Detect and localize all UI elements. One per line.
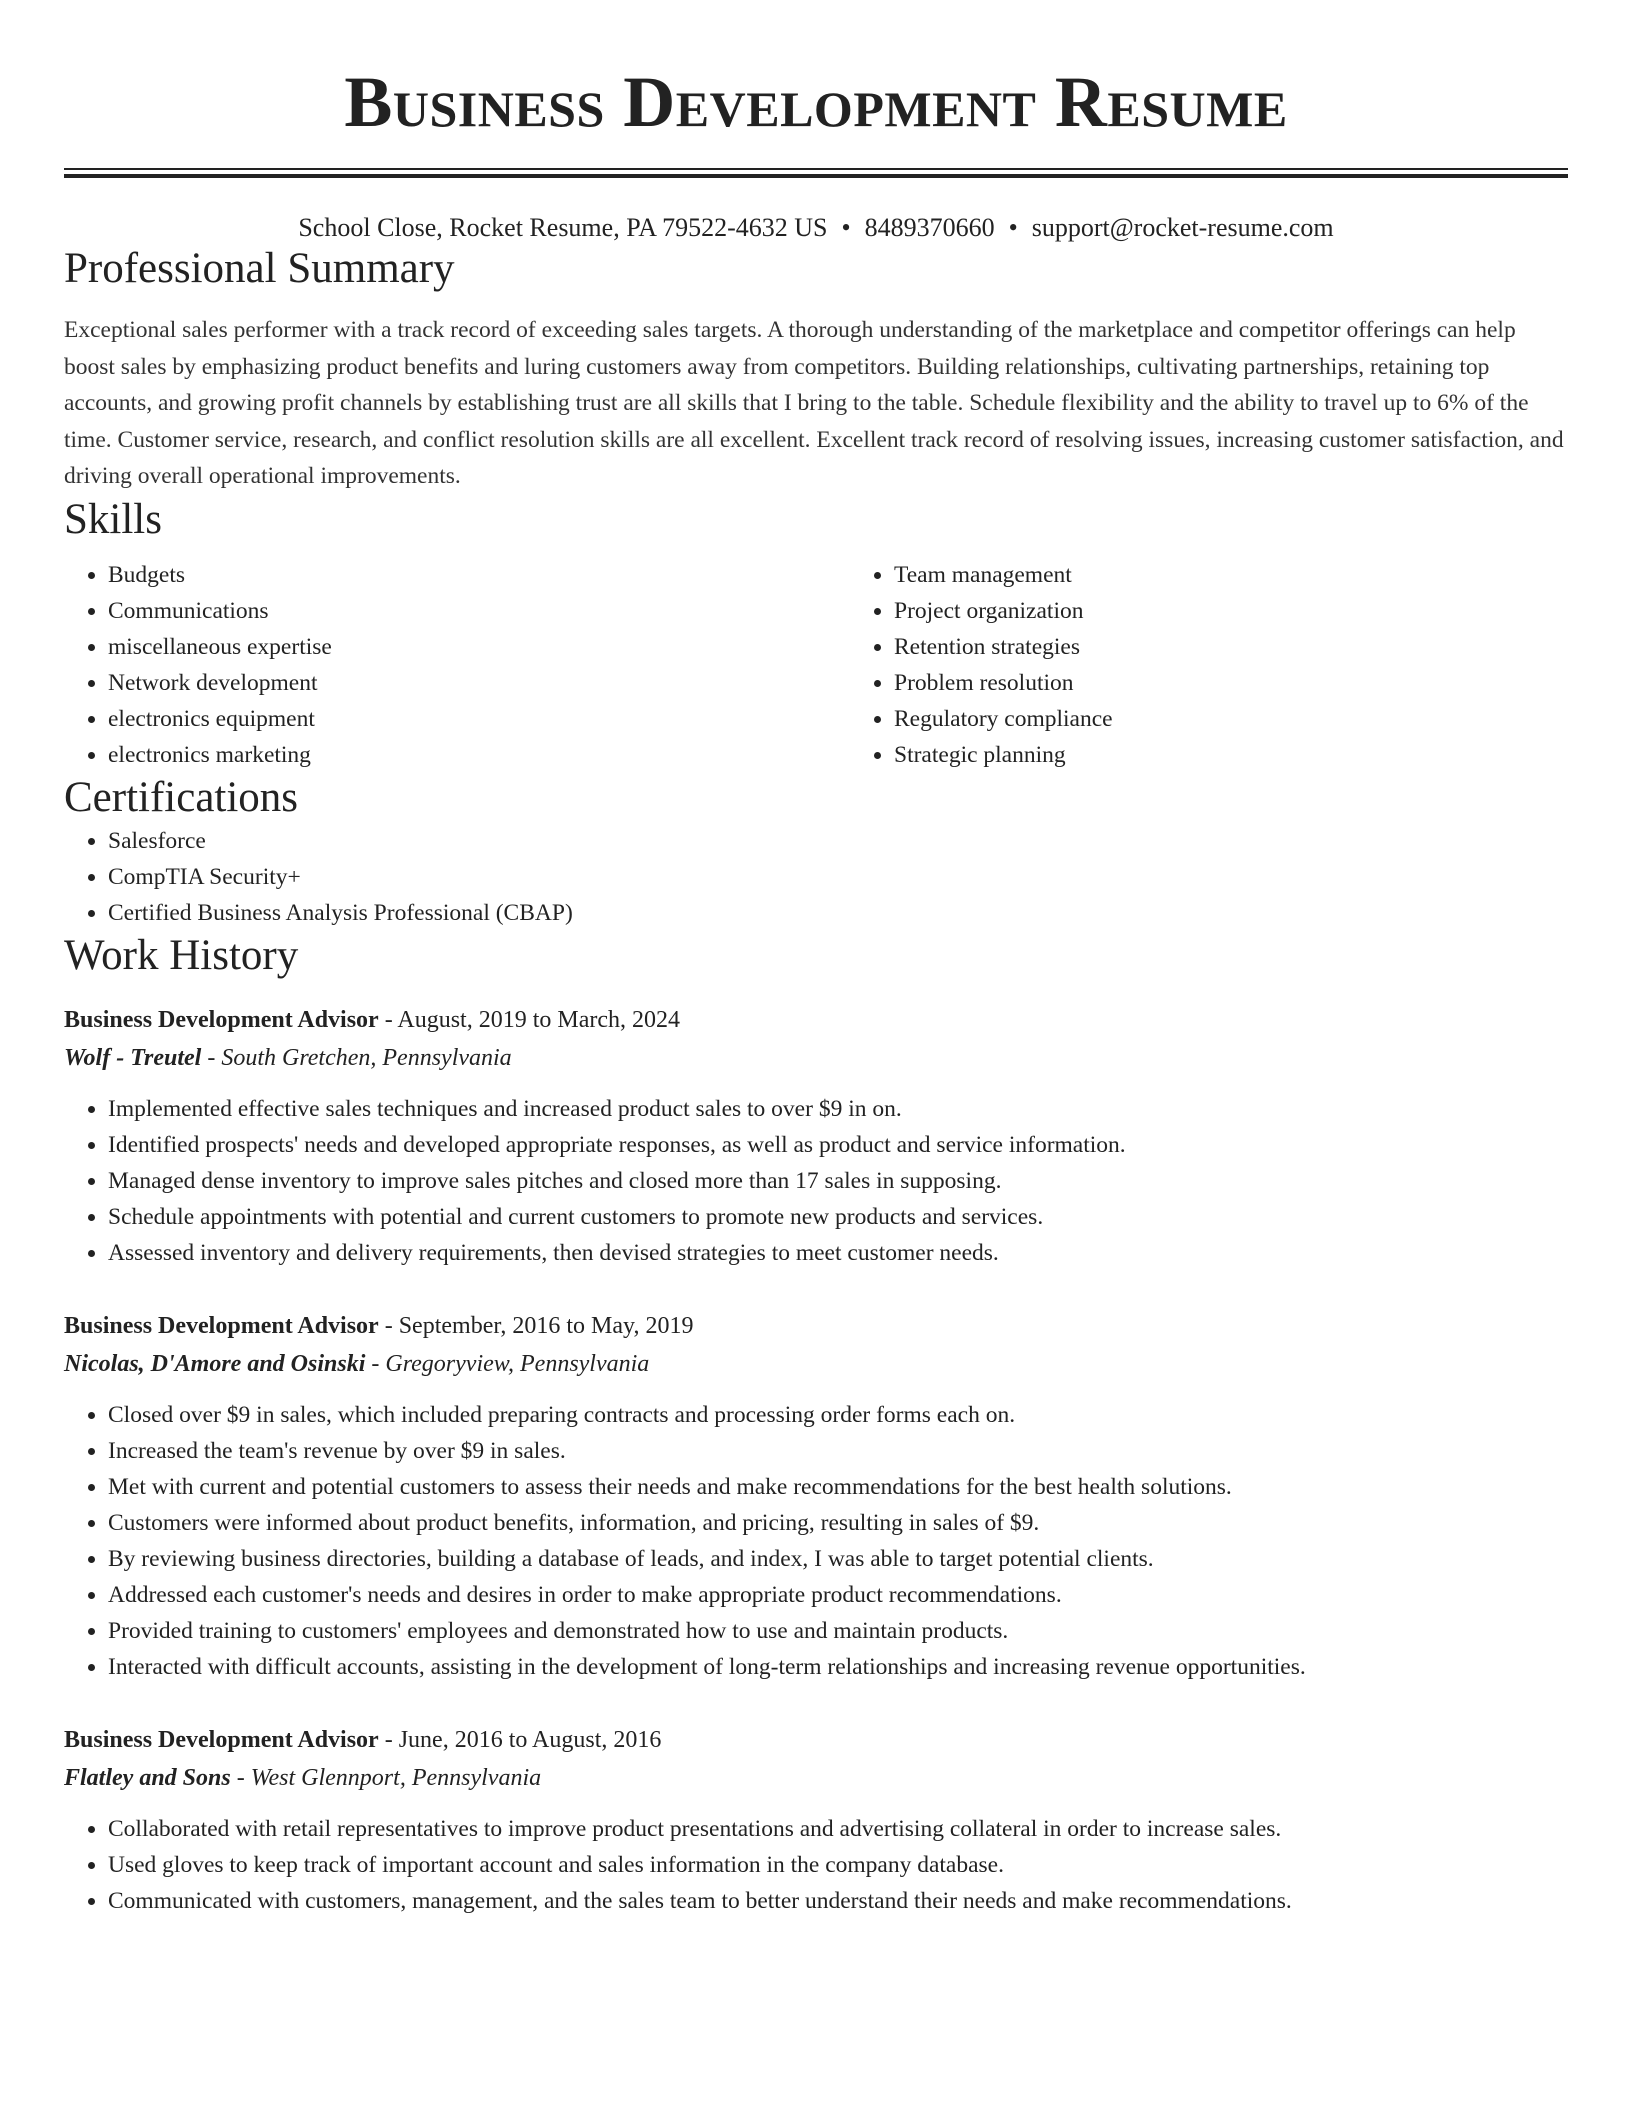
job-bullet: • Implemented effective sales techniques and increased product sales to over $9 in on. [108,1091,1568,1127]
job-role: Business Development Advisor [64,1726,379,1753]
job-location: Gregoryview, Pennsylvania [385,1350,650,1377]
job-bullet: • Closed over $9 in sales, which included preparing contracts and processing order forms each on. [108,1397,1568,1433]
section-heading-skills: Skills [64,495,162,543]
contact-separator: • [841,213,851,242]
skills-columns [64,557,1568,773]
resume-title: Business Development Resume [344,62,1288,142]
job-company-line: Nicolas, D'Amore and Osinski - Gregoryview, Pennsylvania [64,1350,650,1377]
certification-item: • CompTIA Security+ [108,859,1568,895]
job-dates: August, 2019 to March, 2024 [397,1006,681,1033]
job-bullets [64,1811,1568,1919]
job-bullet: • Managed dense inventory to improve sales pitches and closed more than 17 sales in supposing. [108,1163,1568,1199]
job-role: Business Development Advisor [64,1312,379,1339]
skill-item: • Retention strategies [894,629,1632,665]
job-company-line: Flatley and Sons - West Glennport, Pennsylvania [64,1764,542,1791]
job-company: Wolf - Treutel [64,1044,202,1071]
contact-address: School Close, Rocket Resume, PA 79522-4632 US [298,213,828,242]
contact-separator: • [1008,213,1018,242]
contact-line [64,212,1568,244]
skill-item: • Problem resolution [894,665,1632,701]
job-bullet: • Customers were informed about product benefits, information, and pricing, resulting in sales of $9. [108,1505,1568,1541]
certification-item: • Salesforce [108,823,1568,859]
job-location: South Gretchen, Pennsylvania [221,1044,512,1071]
job-title-line: Business Development Advisor - June, 2016 to August, 2016 [64,1726,662,1753]
job-role: Business Development Advisor [64,1006,379,1033]
job-bullet: • Interacted with difficult accounts, assisting in the development of long-term relationships and increasing revenue opportunities. [108,1649,1568,1685]
job-location: West Glennport, Pennsylvania [250,1764,542,1791]
summary-text: Exceptional sales performer with a track record of exceeding sales targets. A thorough understanding of the marketplace and competitor offerings can help boost sales by emphasizing product benefits and luring customers away from competitors. Building relationships, cultivating partnerships, retaining top accounts, and growing profit channels by establishing trust are all skills that I bring to the table. Schedule flexibility and the ability to travel up to 6% of the time. Customer service, research, and conflict resolution skills are all excellent. Excellent track record of resolving issues, increasing customer satisfaction, and driving overall operational improvements. [64,317,1564,489]
skill-item: • Budgets [108,557,850,593]
job-bullet: • By reviewing business directories, building a database of leads, and index, I was able to target potential clients. [108,1541,1568,1577]
job-title-line: Business Development Advisor - September, 2016 to May, 2019 [64,1312,694,1339]
job-entry [64,1307,1568,1685]
skill-item: • miscellaneous expertise [108,629,850,665]
section-heading-summary: Professional Summary [64,245,455,292]
skill-item: • Strategic planning [894,737,1632,773]
job-dates: June, 2016 to August, 2016 [398,1726,662,1753]
skill-item: • Regulatory compliance [894,701,1632,737]
skill-item: • electronics equipment [108,701,850,737]
skill-item: • Team management [894,557,1632,593]
skill-item: • Project organization [894,593,1632,629]
job-bullet: • Provided training to customers' employees and demonstrated how to use and maintain products. [108,1613,1568,1649]
job-company: Flatley and Sons [64,1764,231,1791]
certifications-list [64,823,1568,931]
skills-list-right [850,557,1632,773]
job-bullets [64,1091,1568,1271]
section-heading-work-history: Work History [64,931,299,979]
job-bullet: • Assessed inventory and delivery requirements, then devised strategies to meet customer needs. [108,1235,1568,1271]
job-entry [64,1001,1568,1271]
job-entry [64,1721,1568,1919]
certification-item: • Certified Business Analysis Professional (CBAP) [108,895,1568,931]
job-bullet: • Used gloves to keep track of important account and sales information in the company database. [108,1847,1568,1883]
skills-list-left [64,557,850,773]
contact-email: support@rocket-resume.com [1031,213,1334,242]
job-bullet: • Schedule appointments with potential and current customers to promote new products and services. [108,1199,1568,1235]
skill-item: • Communications [108,593,850,629]
job-bullet: • Collaborated with retail representatives to improve product presentations and advertising collateral in order to increase sales. [108,1811,1568,1847]
title-divider [64,168,1568,178]
job-title-line: Business Development Advisor - August, 2019 to March, 2024 [64,1006,681,1033]
job-company-line: Wolf - Treutel - South Gretchen, Pennsylvania [64,1044,512,1071]
skill-item: • Network development [108,665,850,701]
skill-item: • electronics marketing [108,737,850,773]
section-heading-certifications: Certifications [64,773,299,821]
job-dates: September, 2016 to May, 2019 [398,1312,694,1339]
job-bullet: • Communicated with customers, management, and the sales team to better understand their needs and make recommendations. [108,1883,1568,1919]
contact-phone: 8489370660 [864,213,995,242]
job-bullets [64,1397,1568,1685]
job-bullet: • Met with current and potential customers to assess their needs and make recommendations for the best health solutions. [108,1469,1568,1505]
job-bullet: • Addressed each customer's needs and desires in order to make appropriate product recommendations. [108,1577,1568,1613]
job-bullet: • Identified prospects' needs and developed appropriate responses, as well as product and service information. [108,1127,1568,1163]
job-company: Nicolas, D'Amore and Osinski [64,1350,366,1377]
job-bullet: • Increased the team's revenue by over $9 in sales. [108,1433,1568,1469]
